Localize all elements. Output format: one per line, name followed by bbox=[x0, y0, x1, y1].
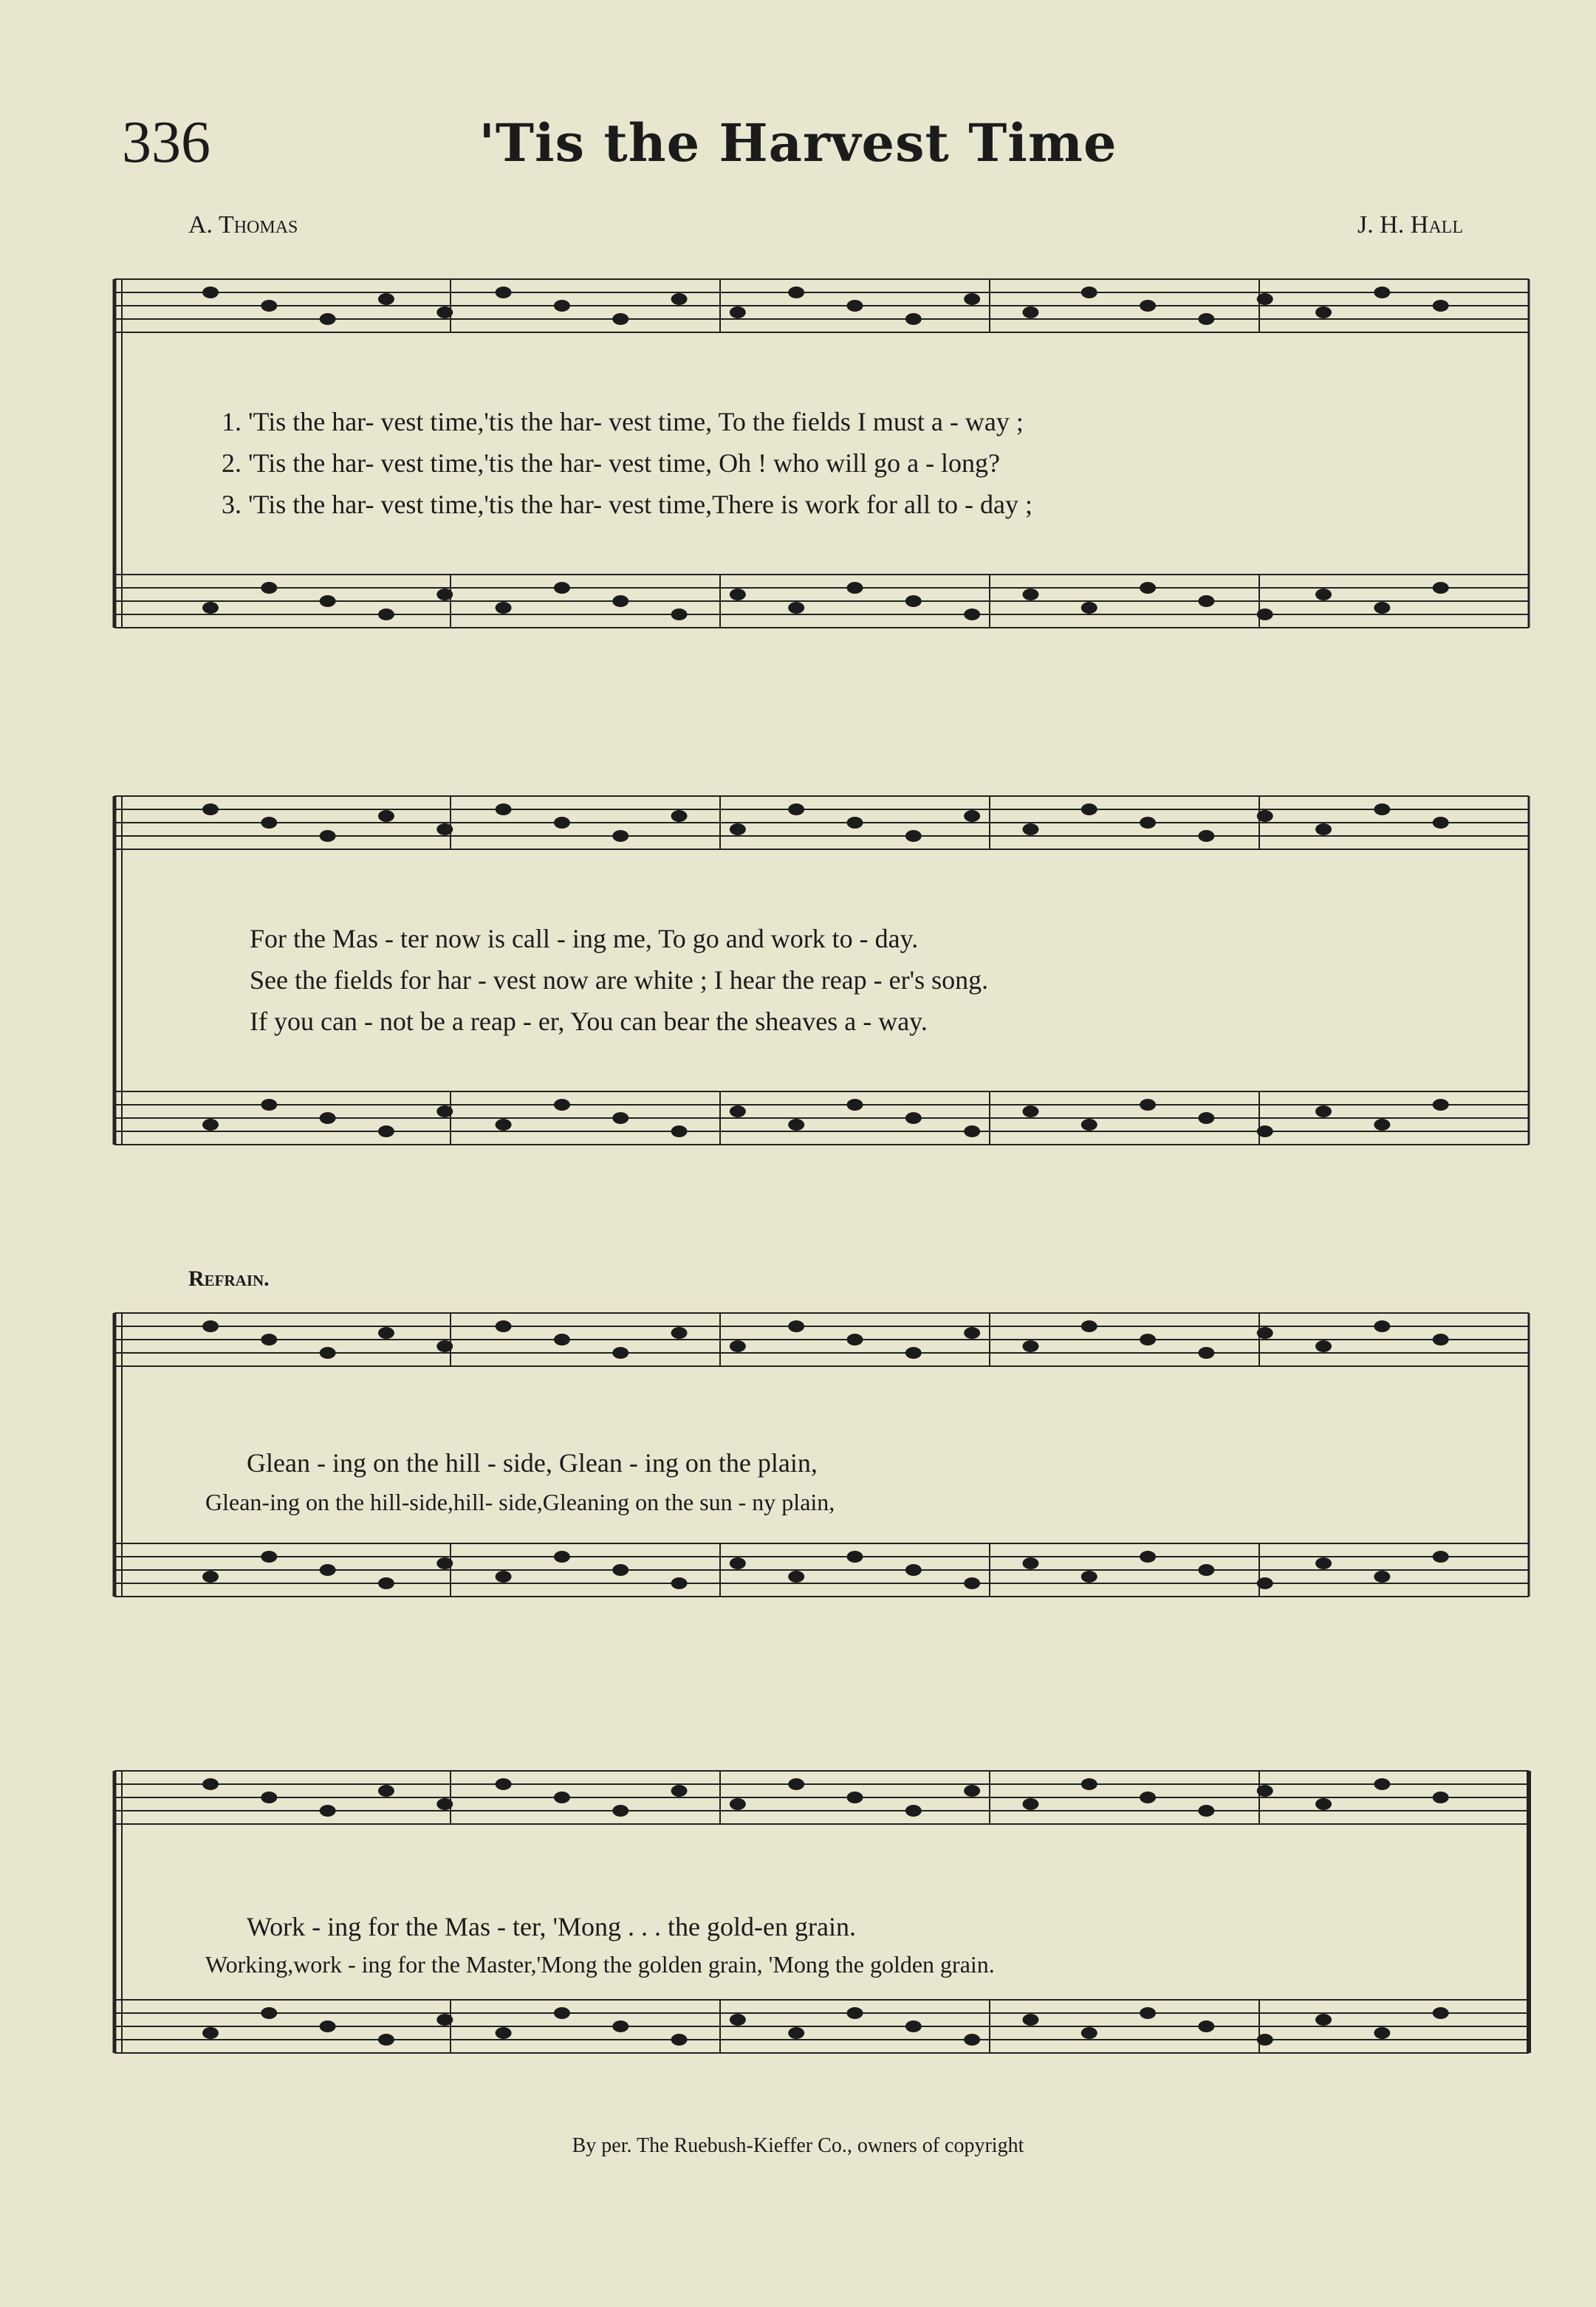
verse-line: 3. 'Tis the har- vest time,'tis the har- vest time,There is work for all to - day ; bbox=[222, 490, 1032, 519]
verse-line: See the fields for har - vest now are white ; I hear the reap - er's song. bbox=[250, 965, 989, 995]
composer-credit: J. H. Hall bbox=[1357, 211, 1463, 239]
verse-line: 2. 'Tis the har- vest time,'tis the har- vest time, Oh ! who will go a - long? bbox=[222, 448, 1001, 478]
refrain-lyric: Work - ing for the Mas - ter, 'Mong . . . the gold-en grain. bbox=[247, 1912, 856, 1941]
verse-line: If you can - not be a reap - er, You can bear the sheaves a - way. bbox=[250, 1007, 928, 1036]
refrain-lyric-bass: Glean-ing on the hill-side,hill- side,Gleaning on the sun - ny plain, bbox=[205, 1489, 835, 1515]
lyricist-credit: A. Thomas bbox=[188, 211, 298, 239]
hymn-number: 336 bbox=[122, 110, 210, 175]
verse-line: For the Mas - ter now is call - ing me, To go and work to - day. bbox=[250, 924, 919, 953]
refrain-lyric-bass: Working,work - ing for the Master,'Mong the golden grain, 'Mong the golden grain. bbox=[205, 1951, 995, 1978]
refrain-label: Refrain. bbox=[188, 1266, 270, 1291]
refrain-lyric: Glean - ing on the hill - side, Glean - ing on the plain, bbox=[247, 1448, 818, 1478]
copyright-notice: By per. The Ruebush-Kieffer Co., owners of copyright bbox=[572, 2134, 1024, 2157]
verse-line: 1. 'Tis the har- vest time,'tis the har- vest time, To the fields I must a - way ; bbox=[222, 407, 1024, 436]
hymn-title: 'Tis the Harvest Time bbox=[479, 112, 1117, 174]
